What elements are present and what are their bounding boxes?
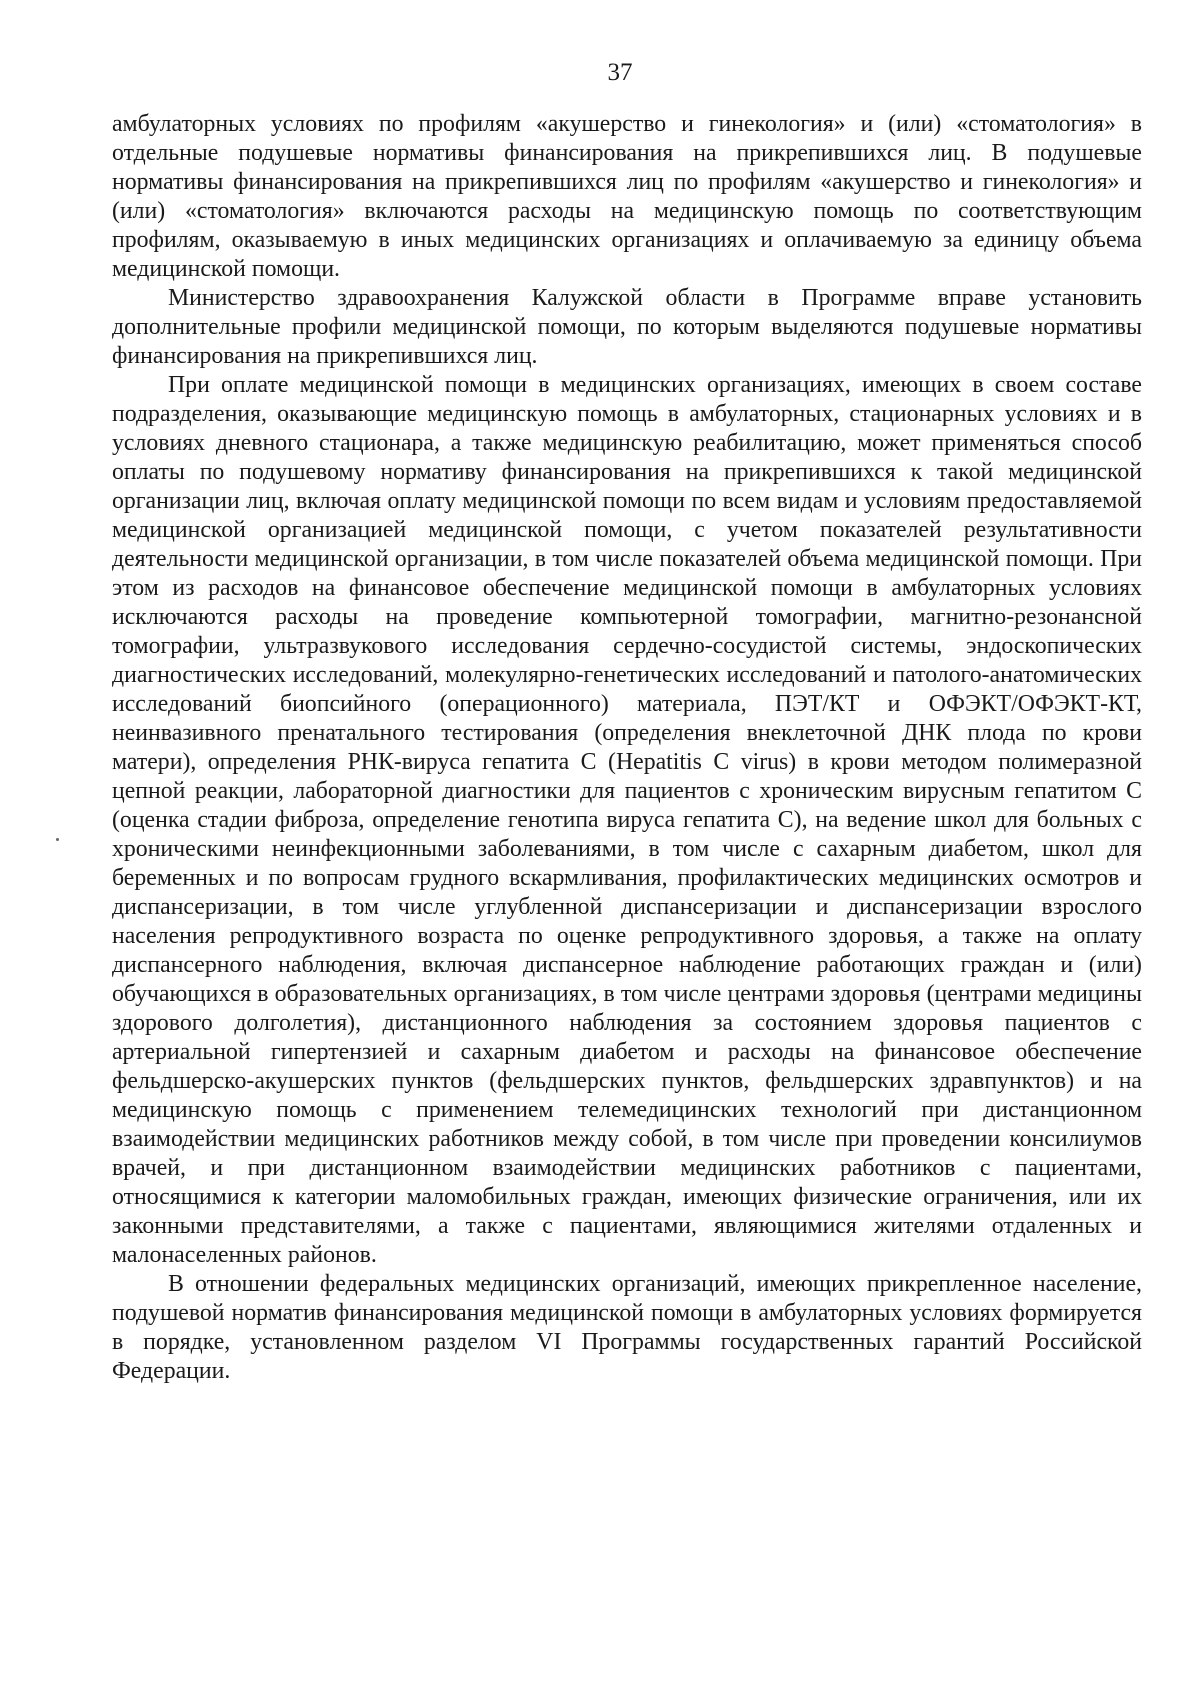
paragraph-2: Министерство здравоохранения Калужской области в Программе вправе установить дополнительные профили медицинской помощи, по которым выделяются подушевые нормативы финансирования на прикрепившихся лиц. [112,285,1142,369]
scan-speck [56,838,59,841]
paragraph-3: При оплате медицинской помощи в медицинских организациях, имеющих в своем составе подразделения, оказывающие медицинскую помощь в амбулаторных, стационарных условиях и в условиях дневного стационара, а также медицинскую реабилитацию, может применяться способ оплаты по подушевому нормативу финансирования на прикрепившихся к такой медицинской организации лиц, включая оплату медицинской помощи по всем видам и условиям предоставляемой медицинской организацией медицинской помощи, с учетом показателей результативности деятельности медицинской организации, в том числе показателей объема медицинской помощи. При этом из расходов на финансовое обеспечение медицинской помощи в амбулаторных условиях исключаются расходы на проведение компьютерной томографии, магнитно-резонансной томографии, ультразвукового исследования сердечно-сосудистой системы, эндоскопических диагностических исследований, молекулярно-генетических исследований и патолого-анатомических исследований биопсийного (операционного) материала, ПЭТ/КТ и ОФЭКТ/ОФЭКТ-КТ, неинвазивного пренатального тестирования (определения внеклеточной ДНК плода по крови матери), определения РНК-вируса гепатита С (Hepatitis C virus) в крови методом полимеразной цепной реакции, лабораторной диагностики для пациентов с хроническим вирусным гепатитом С (оценка стадии фиброза, определение генотипа вируса гепатита С), на ведение школ для больных с хроническими неинфекционными заболеваниями, в том числе с сахарным диабетом, школ для беременных и по вопросам грудного вскармливания, профилактических медицинских осмотров и диспансеризации, в том числе углубленной диспансеризации и диспансеризации взрослого населения репродуктивного возраста по оценке репродуктивного здоровья, а также на оплату диспансерного наблюдения, включая диспансерное наблюдение работающих граждан и (или) обучающихся в образовательных организациях, в том числе центрами здоровья (центрами медицины здорового долголетия), дистанционного наблюдения за состоянием здоровья пациентов с артериальной гипертензией и сахарным диабетом и расходы на финансовое обеспечение фельдшерско-акушерских пунктов (фельдшерских пунктов, фельдшерских здравпунктов) и на медицинскую помощь с применением телемедицинских технологий при дистанционном взаимодействии медицинских работников между собой, в том числе при проведении консилиумов врачей, и при дистанционном взаимодействии медицинских работников с пациентами, относящимися к категории маломобильных граждан, имеющих физические ограничения, или их законными представителями, а также с пациентами, являющимися жителями отдаленных и малонаселенных районов. [112,372,1142,1268]
document-body [112,110,1142,1386]
paragraph-4: В отношении федеральных медицинских организаций, имеющих прикрепленное население, подушевой норматив финансирования медицинской помощи в амбулаторных условиях формируется в порядке, установленном разделом VI Программы государственных гарантий Российской Федерации. [112,1271,1142,1384]
paragraph-1: амбулаторных условиях по профилям «акушерство и гинекология» и (или) «стоматология» в отдельные подушевые нормативы финансирования на прикрепившихся лиц. В подушевые нормативы финансирования на прикрепившихся лиц по профилям «акушерство и гинекология» и (или) «стоматология» включаются расходы на медицинскую помощь по соответствующим профилям, оказываемую в иных медицинских организациях и оплачиваемую за единицу объема медицинской помощи. [112,111,1142,282]
page-number: 37 [607,59,633,86]
